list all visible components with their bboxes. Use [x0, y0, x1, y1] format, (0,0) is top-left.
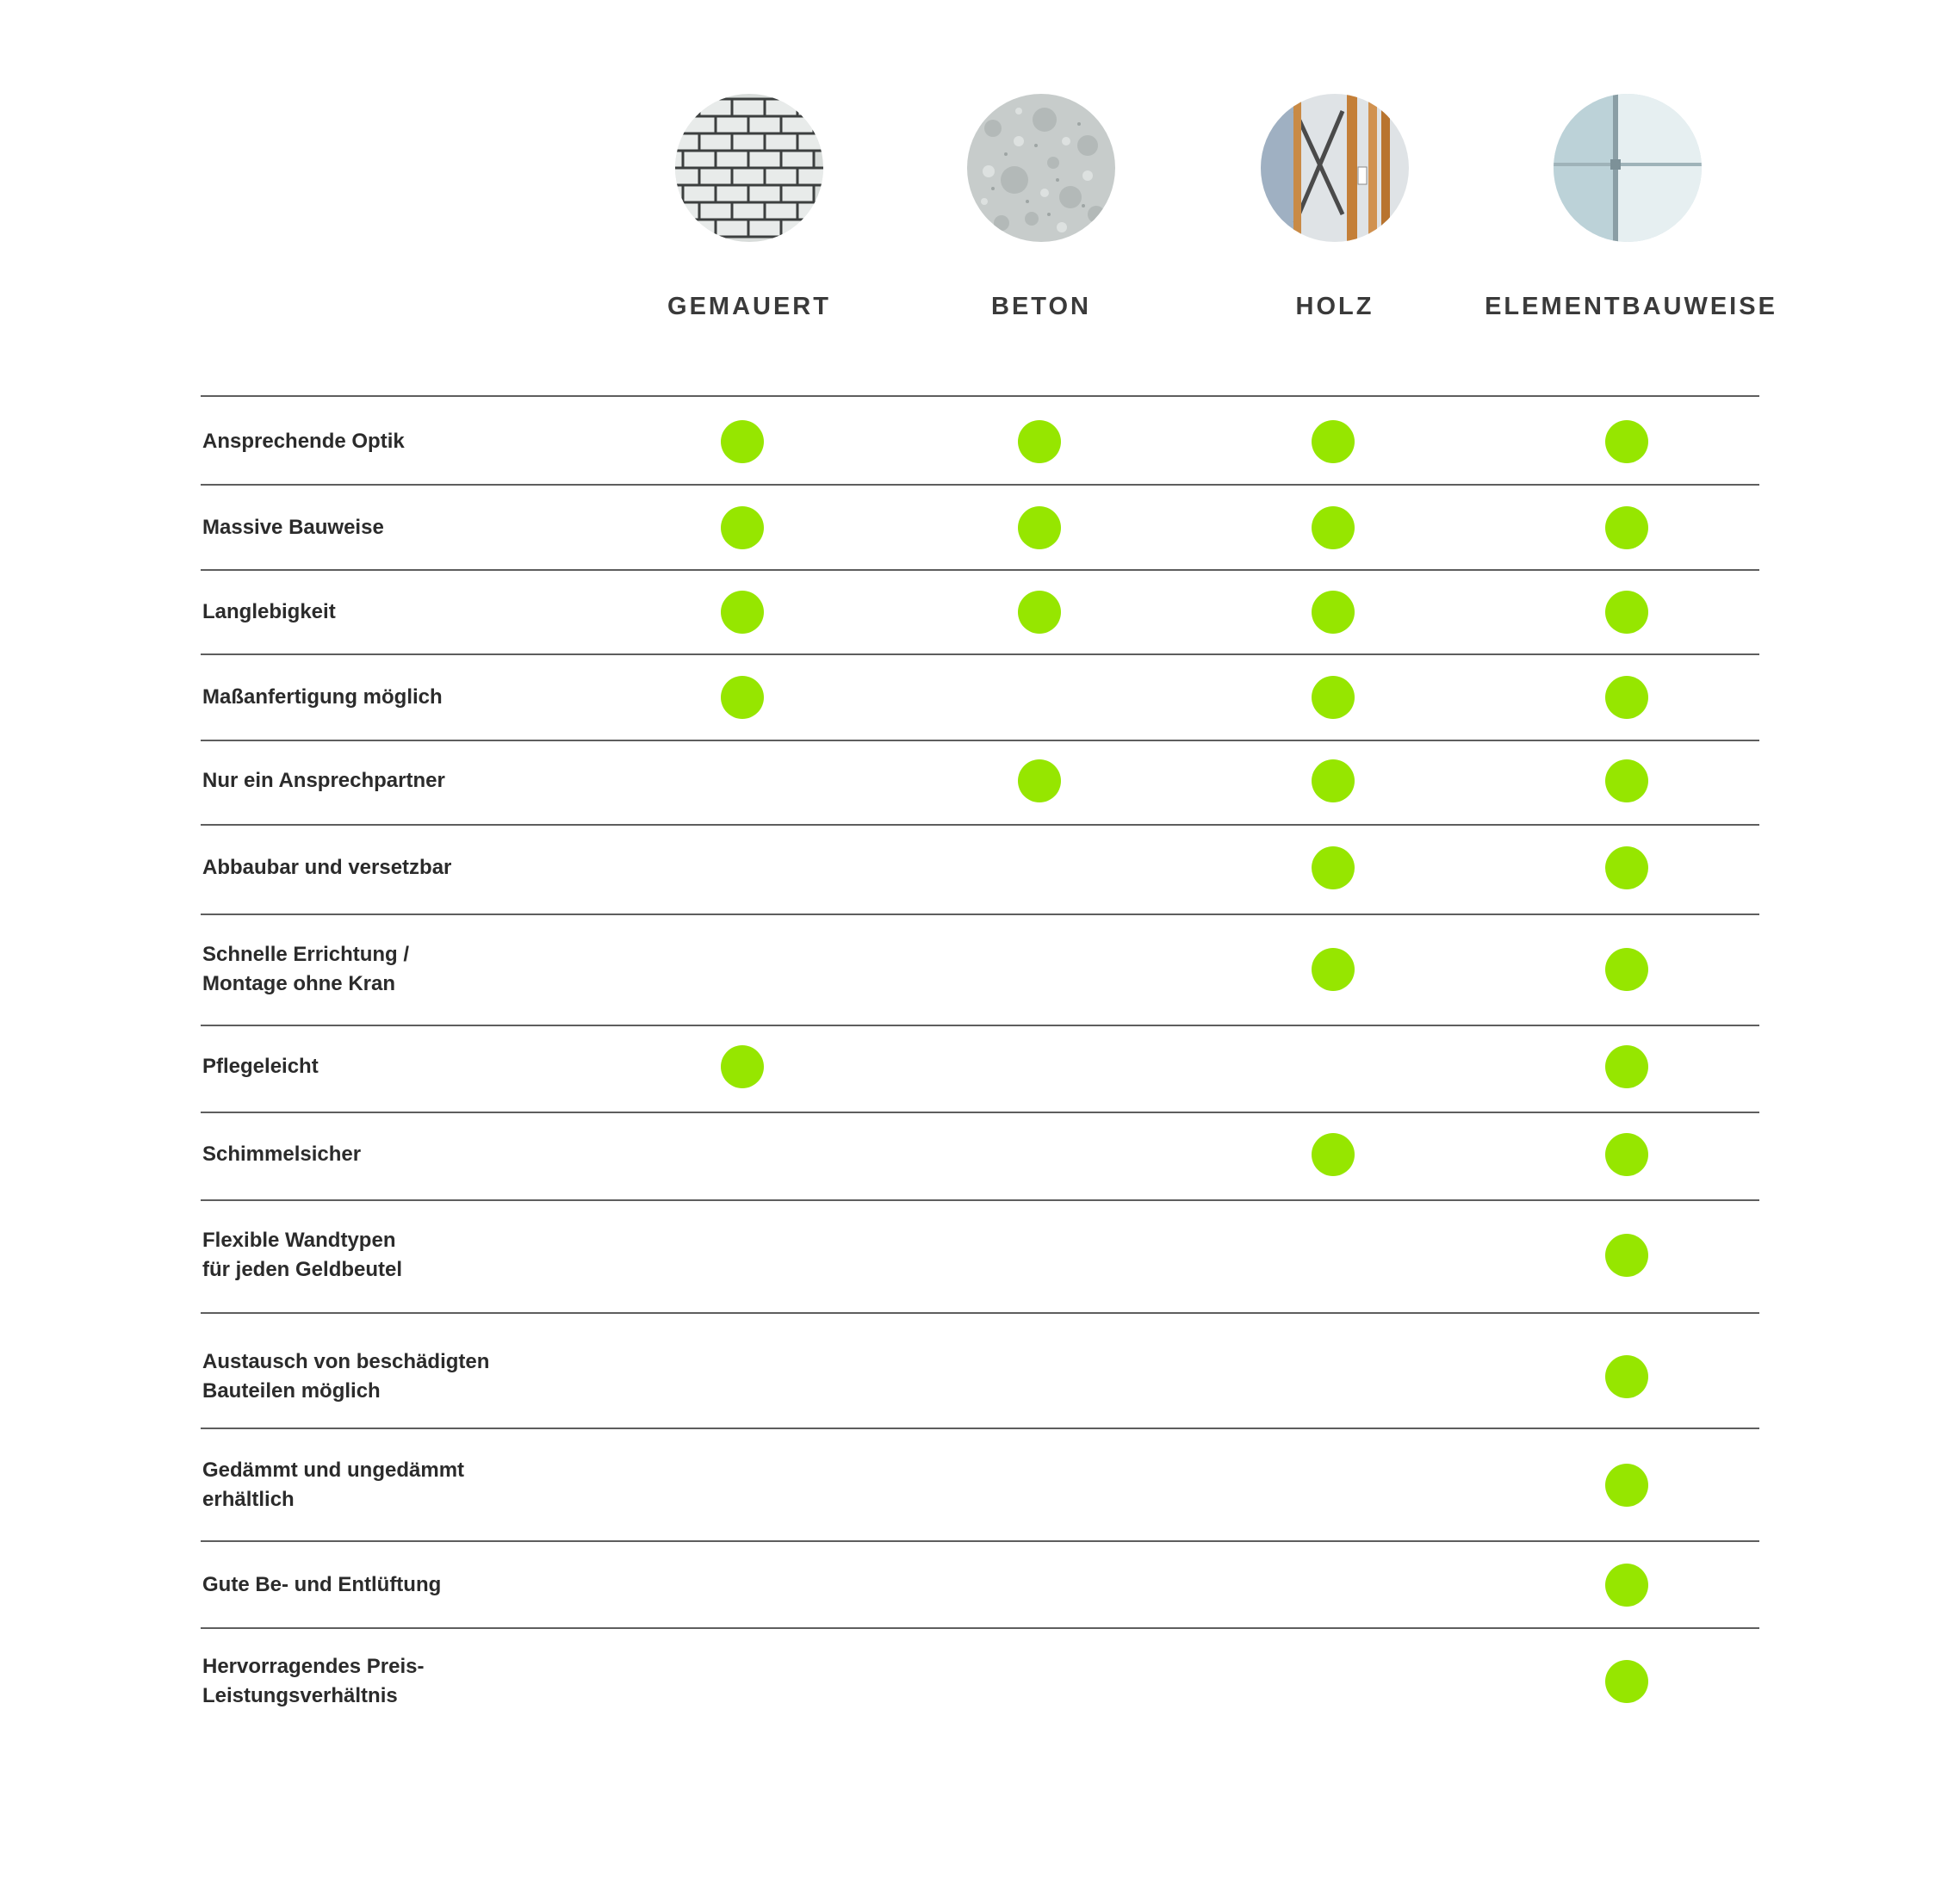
row-label-line: Schimmelsicher [202, 1143, 362, 1166]
row-divider [201, 1428, 1759, 1429]
column-header-elementbauweise: ELEMENTBAUWEISE [1485, 293, 1777, 320]
row-divider [201, 395, 1759, 397]
check-dot-icon [1312, 759, 1355, 802]
row-label-line: Schnelle Errichtung / [202, 943, 410, 966]
row-label-line: Ansprechende Optik [202, 430, 405, 453]
row-divider [201, 914, 1759, 915]
row-label-line: für jeden Geldbeutel [202, 1258, 403, 1281]
check-dot-icon [1312, 948, 1355, 991]
check-dot-icon [1018, 591, 1061, 634]
row-label [202, 598, 633, 627]
row-label [202, 853, 633, 883]
row-label-line: Austausch von beschädigten [202, 1350, 490, 1373]
row-divider [201, 1627, 1759, 1629]
check-dot-icon [1605, 759, 1648, 802]
row-label-line: Maßanfertigung möglich [202, 685, 443, 709]
row-divider [201, 1199, 1759, 1201]
check-dot-icon [721, 506, 764, 549]
check-dot-icon [1605, 506, 1648, 549]
check-dot-icon [721, 591, 764, 634]
row-divider [201, 824, 1759, 826]
row-label-line: Massive Bauweise [202, 516, 384, 539]
row-divider [201, 484, 1759, 486]
row-divider [201, 740, 1759, 741]
check-dot-icon [1018, 506, 1061, 549]
row-label-line: Montage ohne Kran [202, 972, 396, 995]
row-label-line: erhältlich [202, 1488, 295, 1511]
check-dot-icon [1018, 759, 1061, 802]
check-dot-icon [1605, 420, 1648, 463]
check-dot-icon [1605, 1045, 1648, 1088]
check-dot-icon [1605, 676, 1648, 719]
check-dot-icon [1312, 591, 1355, 634]
check-dot-icon [1605, 948, 1648, 991]
row-label-line: Bauteilen möglich [202, 1379, 381, 1403]
row-label [202, 1652, 633, 1711]
check-dot-icon [1605, 1133, 1648, 1176]
check-dot-icon [1312, 676, 1355, 719]
row-label [202, 1456, 633, 1514]
check-dot-icon [1312, 846, 1355, 889]
check-dot-icon [1605, 1564, 1648, 1607]
column-header-beton: BETON [991, 293, 1091, 320]
check-dot-icon [721, 676, 764, 719]
row-divider [201, 1540, 1759, 1542]
timber-frame-thumbnail [1261, 94, 1409, 242]
row-label-line: Nur ein Ansprechpartner [202, 769, 445, 792]
check-dot-icon [1312, 420, 1355, 463]
check-dot-icon [1605, 846, 1648, 889]
row-label-line: Hervorragendes Preis- [202, 1655, 425, 1678]
row-label-line: Langlebigkeit [202, 600, 336, 623]
row-divider [201, 1112, 1759, 1113]
row-label [202, 513, 633, 542]
row-label-line: Flexible Wandtypen [202, 1229, 396, 1252]
row-label [202, 1140, 633, 1169]
check-dot-icon [1605, 591, 1648, 634]
check-dot-icon [1605, 1234, 1648, 1277]
row-label [202, 940, 633, 999]
row-label [202, 427, 633, 456]
concrete-thumbnail [967, 94, 1115, 242]
check-dot-icon [721, 1045, 764, 1088]
row-label [202, 766, 633, 796]
check-dot-icon [721, 420, 764, 463]
row-label-line: Gute Be- und Entlüftung [202, 1573, 442, 1596]
row-label [202, 1226, 633, 1285]
row-label [202, 1347, 633, 1406]
row-label [202, 683, 633, 712]
row-label-line: Pflegeleicht [202, 1055, 319, 1078]
row-label [202, 1052, 633, 1081]
check-dot-icon [1312, 1133, 1355, 1176]
check-dot-icon [1605, 1355, 1648, 1398]
check-dot-icon [1605, 1660, 1648, 1703]
row-label-line: Leistungsverhältnis [202, 1684, 398, 1707]
row-divider [201, 1312, 1759, 1314]
row-label-line: Gedämmt und ungedämmt [202, 1459, 465, 1482]
row-label-line: Abbaubar und versetzbar [202, 856, 452, 879]
column-header-holz: HOLZ [1295, 293, 1374, 320]
column-header-gemauert: GEMAUERT [667, 293, 831, 320]
row-divider [201, 1025, 1759, 1026]
check-dot-icon [1312, 506, 1355, 549]
check-dot-icon [1018, 420, 1061, 463]
panel-wall-thumbnail [1554, 94, 1702, 242]
row-label [202, 1570, 633, 1600]
row-divider [201, 569, 1759, 571]
brick-wall-thumbnail [675, 94, 823, 242]
row-divider [201, 653, 1759, 655]
check-dot-icon [1605, 1464, 1648, 1507]
